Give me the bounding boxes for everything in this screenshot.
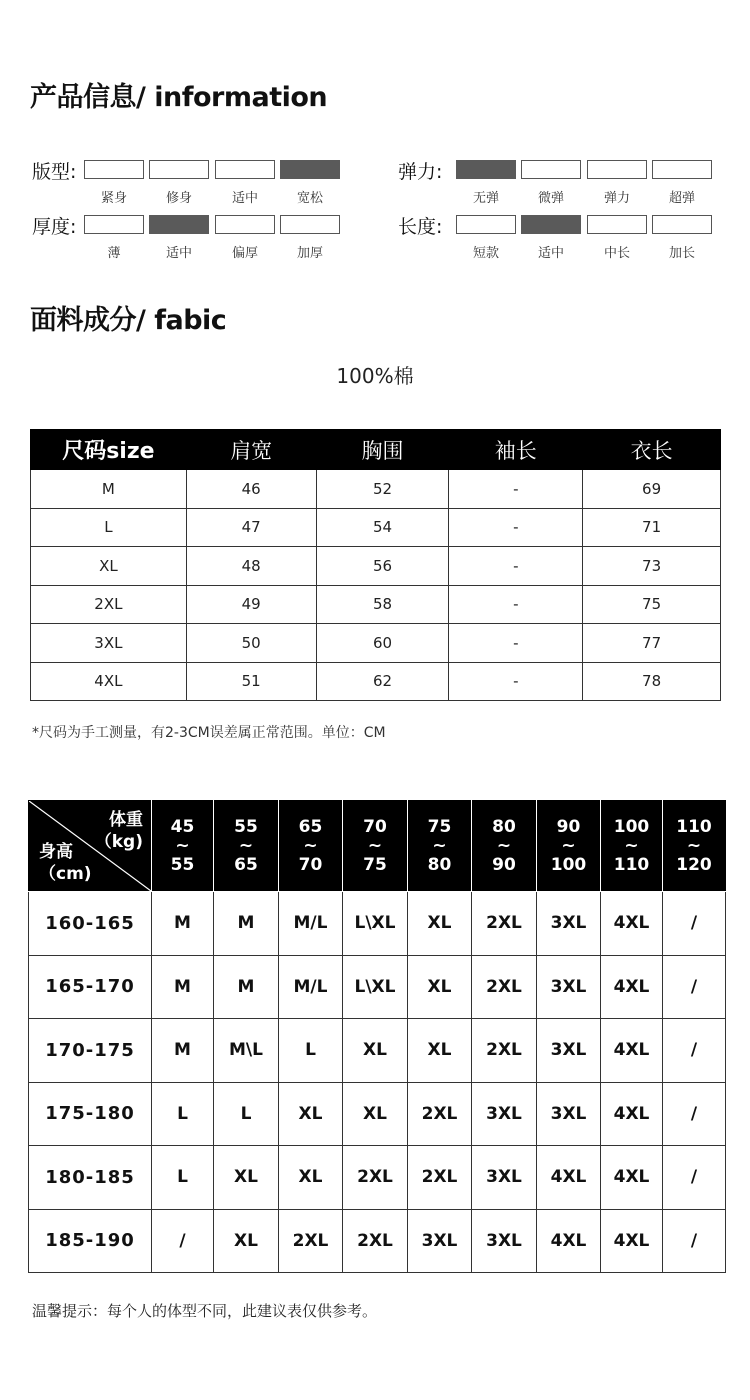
weight-range-part: 75 <box>427 816 452 837</box>
size-table-header <box>31 430 721 470</box>
recommended-size-cell: 2XL <box>408 1082 472 1146</box>
recommended-size-cell: L <box>152 1146 214 1210</box>
weight-range-header <box>408 801 472 892</box>
weight-range-part: ~ <box>686 835 702 856</box>
size-table-cell: - <box>449 547 583 586</box>
size-table-cell: XL <box>31 547 187 586</box>
weight-axis-label <box>95 809 143 853</box>
weight-range-part: 100 <box>613 816 650 837</box>
recommended-size-cell: 3XL <box>408 1209 472 1273</box>
weight-range-part: ~ <box>367 835 383 856</box>
recommended-size-cell: 3XL <box>472 1082 537 1146</box>
rating-box <box>215 160 275 179</box>
rating-option-label: 弹力 <box>603 191 630 206</box>
recommended-size-cell: M <box>214 892 279 956</box>
recommended-size-cell: XL <box>343 1082 408 1146</box>
rating-option-label: 适中 <box>231 191 258 206</box>
size-column-header: 尺码size <box>31 430 187 470</box>
weight-range-part: ~ <box>175 835 190 856</box>
height-axis-label <box>39 841 92 885</box>
size-table-row <box>31 662 721 701</box>
size-table-cell: 47 <box>186 508 316 547</box>
weight-range-part: 120 <box>676 854 712 875</box>
recommended-size-cell: 2XL <box>343 1146 408 1210</box>
fabric-section-title: 面料成分/ fabic <box>30 305 227 336</box>
rating-box <box>84 215 144 234</box>
size-column-header: 肩宽 <box>186 430 316 470</box>
rating-box <box>84 160 144 179</box>
rating-box <box>215 215 275 234</box>
size-table-row <box>31 585 721 624</box>
corner-header <box>29 801 152 892</box>
rating-option-label: 加长 <box>668 246 695 261</box>
size-table-cell: 46 <box>186 470 316 509</box>
weight-range-part: ~ <box>303 835 318 856</box>
height-label: 身高 <box>39 842 73 862</box>
recommended-size-cell: 4XL <box>601 955 663 1019</box>
size-table-row <box>31 508 721 547</box>
recommended-size-cell: 2XL <box>279 1209 343 1273</box>
size-table <box>30 429 721 701</box>
weight-range-header <box>279 801 343 892</box>
size-table-cell: - <box>449 662 583 701</box>
rating-box <box>456 215 516 234</box>
size-table-cell: L <box>31 508 187 547</box>
size-table-cell: 54 <box>316 508 449 547</box>
weight-range-header <box>601 801 663 892</box>
weight-range-part: 70 <box>363 816 387 837</box>
recommended-size-cell: / <box>663 1082 726 1146</box>
attr-fit <box>32 155 352 215</box>
recommended-size-cell: XL <box>408 1019 472 1083</box>
recommended-size-cell: / <box>663 955 726 1019</box>
size-table-cell: 71 <box>583 508 721 547</box>
recommendation-row <box>29 1019 726 1083</box>
recommended-size-cell: / <box>663 1209 726 1273</box>
weight-range-part: 55 <box>170 854 195 875</box>
weight-range-part: 80 <box>492 816 516 837</box>
info-section-title: 产品信息/ information <box>30 82 328 113</box>
weight-range-part: 110 <box>676 816 712 837</box>
weight-range-part: 110 <box>613 854 650 875</box>
rating-box <box>587 215 647 234</box>
recommended-size-cell: M <box>152 892 214 956</box>
weight-range-part: 90 <box>556 816 581 837</box>
size-column-header: 胸围 <box>316 430 449 470</box>
recommended-size-cell: XL <box>343 1019 408 1083</box>
size-table-cell: M <box>31 470 187 509</box>
weight-range-part: ~ <box>238 835 254 856</box>
size-table-row <box>31 547 721 586</box>
size-table-cell: 77 <box>583 624 721 663</box>
recommended-size-cell: XL <box>214 1209 279 1273</box>
rating-option-label: 短款 <box>472 246 499 261</box>
weight-range-part: 65 <box>298 816 323 837</box>
tip-note: 温馨提示：每个人的体型不同，此建议表仅供参考。 <box>32 1302 378 1320</box>
weight-range-part: 80 <box>427 854 452 875</box>
size-table-cell: 4XL <box>31 662 187 701</box>
recommended-size-cell: 3XL <box>537 955 601 1019</box>
attr-length <box>398 210 718 270</box>
size-recommendation-table <box>28 800 726 1273</box>
recommended-size-cell: M/L <box>279 892 343 956</box>
height-unit: （cm) <box>39 864 92 884</box>
rating-box-selected <box>280 160 340 179</box>
rating-option-label: 无弹 <box>472 191 499 206</box>
weight-range-header <box>663 801 726 892</box>
size-column-header: 袖长 <box>449 430 583 470</box>
size-column-header: 衣长 <box>583 430 721 470</box>
size-table-cell: 49 <box>186 585 316 624</box>
weight-range-header <box>152 801 214 892</box>
attr-label: 版型: <box>32 161 77 183</box>
weight-range-part: 70 <box>298 854 323 875</box>
rating-box <box>149 160 209 179</box>
recommended-size-cell: / <box>663 892 726 956</box>
rating-option-label: 修身 <box>165 191 192 206</box>
recommended-size-cell: M\L <box>214 1019 279 1083</box>
recommended-size-cell: 2XL <box>472 955 537 1019</box>
recommended-size-cell: 3XL <box>537 1082 601 1146</box>
recommended-size-cell: 2XL <box>472 892 537 956</box>
size-table-cell: 58 <box>316 585 449 624</box>
recommended-size-cell: 3XL <box>537 892 601 956</box>
recommended-size-cell: 4XL <box>601 1209 663 1273</box>
rating-box-selected <box>456 160 516 179</box>
rating-option-label: 加厚 <box>296 246 323 261</box>
size-table-cell: 52 <box>316 470 449 509</box>
size-table-cell: 60 <box>316 624 449 663</box>
rating-box <box>521 160 581 179</box>
height-range-cell: 180-185 <box>29 1146 152 1210</box>
recommendation-row <box>29 955 726 1019</box>
recommended-size-cell: 3XL <box>472 1146 537 1210</box>
size-table-cell: 50 <box>186 624 316 663</box>
size-table-cell: 3XL <box>31 624 187 663</box>
rating-option-label: 薄 <box>107 246 121 261</box>
weight-range-part: ~ <box>496 835 512 856</box>
rating-option-label: 适中 <box>165 246 192 261</box>
rating-box <box>587 160 647 179</box>
rating-box-selected <box>521 215 581 234</box>
recommendation-row <box>29 1209 726 1273</box>
attr-thickness <box>32 210 352 270</box>
recommendation-row <box>29 1082 726 1146</box>
recommended-size-cell: L\XL <box>343 955 408 1019</box>
recommended-size-cell: 3XL <box>472 1209 537 1273</box>
size-table-row <box>31 624 721 663</box>
recommended-size-cell: XL <box>408 955 472 1019</box>
size-table-cell: 78 <box>583 662 721 701</box>
recommended-size-cell: 3XL <box>537 1019 601 1083</box>
rating-option-label: 超弹 <box>668 191 695 206</box>
recommended-size-cell: XL <box>279 1082 343 1146</box>
recommended-size-cell: L <box>152 1082 214 1146</box>
weight-range-part: ~ <box>432 835 447 856</box>
rating-box-selected <box>149 215 209 234</box>
rating-option-label: 宽松 <box>296 191 323 206</box>
weight-range-header <box>343 801 408 892</box>
recommended-size-cell: 4XL <box>537 1146 601 1210</box>
recommended-size-cell: M <box>152 955 214 1019</box>
fabric-composition: 100%棉 <box>336 364 414 388</box>
recommended-size-cell: XL <box>279 1146 343 1210</box>
weight-range-part: 55 <box>234 816 258 837</box>
size-table-cell: - <box>449 624 583 663</box>
height-range-cell: 165-170 <box>29 955 152 1019</box>
size-table-cell: 69 <box>583 470 721 509</box>
recommended-size-cell: M <box>152 1019 214 1083</box>
rating-option-label: 中长 <box>603 246 630 261</box>
rating-option-label: 适中 <box>537 246 564 261</box>
recommended-size-cell: 4XL <box>601 1082 663 1146</box>
recommended-size-cell: 2XL <box>472 1019 537 1083</box>
recommended-size-cell: 4XL <box>601 892 663 956</box>
weight-range-part: 75 <box>363 854 387 875</box>
recommended-size-cell: XL <box>408 892 472 956</box>
weight-range-part: 90 <box>492 854 516 875</box>
attr-label: 厚度: <box>32 216 77 238</box>
weight-range-part: ~ <box>624 835 639 856</box>
size-table-cell: 48 <box>186 547 316 586</box>
rating-option-label: 微弹 <box>537 191 564 206</box>
recommendation-row <box>29 1146 726 1210</box>
rating-option-label: 紧身 <box>100 191 127 206</box>
recommended-size-cell: / <box>663 1146 726 1210</box>
size-table-cell: 56 <box>316 547 449 586</box>
recommended-size-cell: 4XL <box>537 1209 601 1273</box>
recommended-size-cell: M/L <box>279 955 343 1019</box>
attr-label: 弹力: <box>398 161 443 183</box>
size-note: *尺码为手工测量，有2-3CM误差属正常范围。单位：CM <box>32 725 386 741</box>
weight-range-part: 65 <box>234 854 258 875</box>
rating-box <box>652 215 712 234</box>
recommended-size-cell: 4XL <box>601 1019 663 1083</box>
recommended-size-cell: M <box>214 955 279 1019</box>
recommendation-row <box>29 892 726 956</box>
recommended-size-cell: 2XL <box>343 1209 408 1273</box>
size-table-cell: 73 <box>583 547 721 586</box>
weight-range-part: 100 <box>550 854 587 875</box>
weight-range-header <box>214 801 279 892</box>
size-table-cell: - <box>449 508 583 547</box>
height-range-cell: 160-165 <box>29 892 152 956</box>
size-table-cell: 75 <box>583 585 721 624</box>
height-range-cell: 185-190 <box>29 1209 152 1273</box>
recommended-size-cell: L <box>279 1019 343 1083</box>
size-table-cell: - <box>449 585 583 624</box>
rating-box <box>280 215 340 234</box>
size-table-cell: 51 <box>186 662 316 701</box>
attr-label: 长度: <box>398 216 443 238</box>
weight-unit: （kg) <box>94 832 143 852</box>
recommended-size-cell: 2XL <box>408 1146 472 1210</box>
size-table-cell: 62 <box>316 662 449 701</box>
weight-label: 体重 <box>109 810 143 830</box>
recommended-size-cell: L\XL <box>343 892 408 956</box>
weight-range-header <box>537 801 601 892</box>
recommended-size-cell: / <box>663 1019 726 1083</box>
weight-range-part: 45 <box>170 816 195 837</box>
recommended-size-cell: L <box>214 1082 279 1146</box>
rating-option-label: 偏厚 <box>231 246 258 261</box>
size-table-row <box>31 470 721 509</box>
height-range-cell: 175-180 <box>29 1082 152 1146</box>
recommended-size-cell: / <box>152 1209 214 1273</box>
recommended-size-cell: XL <box>214 1146 279 1210</box>
recommended-size-cell: 4XL <box>601 1146 663 1210</box>
size-table-cell: 2XL <box>31 585 187 624</box>
rating-box <box>652 160 712 179</box>
weight-range-header <box>472 801 537 892</box>
weight-range-part: ~ <box>561 835 576 856</box>
height-range-cell: 170-175 <box>29 1019 152 1083</box>
size-table-cell: - <box>449 470 583 509</box>
attr-elasticity <box>398 155 718 215</box>
